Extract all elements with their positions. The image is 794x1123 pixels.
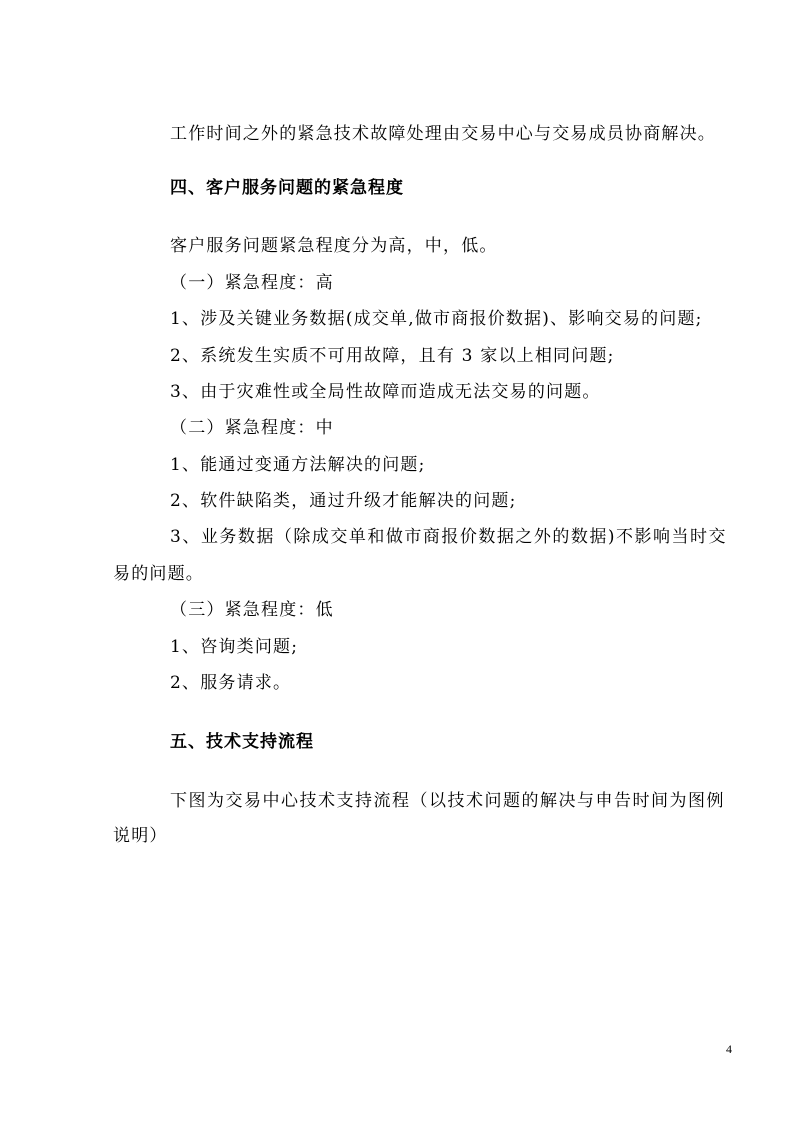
urgency-medium-item-2: 2、软件缺陷类，通过升级才能解决的问题; bbox=[170, 491, 517, 511]
section-4-heading: 四、客户服务问题的紧急程度 bbox=[170, 178, 404, 198]
urgency-medium-item-1: 1、能通过变通方法解决的问题; bbox=[170, 455, 426, 475]
section-5-heading: 五、技术支持流程 bbox=[170, 732, 314, 752]
page-number: 4 bbox=[726, 1042, 732, 1056]
urgency-high-item-3: 3、由于灾难性或全局性故障而造成无法交易的问题。 bbox=[170, 382, 601, 402]
urgency-medium-item-3: 3、业务数据（除成交单和做市商报价数据之外的数据)不影响当时交 bbox=[170, 527, 727, 547]
urgency-high-item-1: 1、涉及关键业务数据(成交单,做市商报价数据)、影响交易的问题; bbox=[170, 309, 703, 329]
support-process-paragraph: 下图为交易中心技术支持流程（以技术问题的解决与申告时间为图例 bbox=[170, 791, 725, 811]
urgency-low-item-2: 2、服务请求。 bbox=[170, 673, 292, 693]
urgency-intro: 客户服务问题紧急程度分为高，中，低。 bbox=[170, 236, 498, 256]
urgency-medium-item-3-continued: 易的问题。 bbox=[113, 564, 204, 584]
urgency-high-label: （一）紧急程度：高 bbox=[170, 273, 334, 293]
paragraph-after-hours: 工作时间之外的紧急技术故障处理由交易中心与交易成员协商解决。 bbox=[170, 124, 716, 144]
urgency-medium-label: （二）紧急程度：中 bbox=[170, 418, 334, 438]
urgency-high-item-2: 2、系统发生实质不可用故障，且有 3 家以上相同问题; bbox=[170, 346, 615, 366]
urgency-low-label: （三）紧急程度：低 bbox=[170, 600, 334, 620]
support-process-paragraph-continued: 说明） bbox=[113, 826, 168, 846]
urgency-low-item-1: 1、咨询类问题; bbox=[170, 637, 299, 657]
